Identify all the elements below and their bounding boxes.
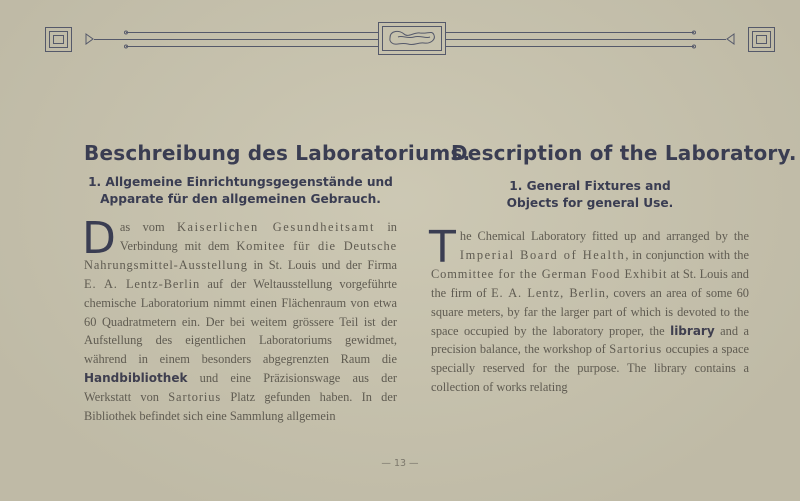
english-text-segment: he Chemical Laboratory fitted up and arranged by the bbox=[459, 229, 749, 243]
english-text-emphasis: E. A. Lentz, Berlin bbox=[491, 285, 606, 300]
german-text-emphasis: Kaiserlichen Gesundheitsamt bbox=[176, 220, 375, 234]
english-text-emphasis: Committee for the German Food Exhibit bbox=[431, 266, 668, 281]
english-column bbox=[429, 140, 797, 397]
german-text-emphasis: Komitee für die Deutsche Nahrungsmittel-Ausstellung bbox=[84, 238, 398, 272]
english-heading: Description of the Laboratory. bbox=[451, 141, 797, 165]
german-body-text bbox=[82, 213, 398, 426]
german-text-emphasis: E. A. Lentz-Berlin bbox=[84, 276, 201, 291]
english-text-segment: and a precision balance, the workshop of bbox=[431, 323, 749, 357]
english-dropcap: T bbox=[429, 222, 456, 273]
english-subheading-line2: Objects for general Use. bbox=[506, 196, 674, 210]
german-text-segment: Platz gefunden haben. In der Bibliothek befindet sich eine Sammlung allgemein bbox=[84, 390, 397, 424]
english-text-segment: , in conjunction with the bbox=[625, 247, 750, 262]
english-text-emphasis: Sartorius bbox=[609, 342, 663, 357]
page-number: — 13 — bbox=[381, 458, 419, 469]
german-text-segment: auf der Weltausstellung vorgeführte chemische Laboratorium nimmt einen Flächenraum von etwa 60 Quadratmetern ein. Der bei weitem grössere Teil ist der Aufstellung des eigentlichen Laboratoriums gewidmet, während in einem besonders abgegrenzten Raum die bbox=[84, 276, 397, 367]
english-text-bold: library bbox=[670, 323, 715, 338]
english-body-text bbox=[429, 222, 750, 397]
german-text-segment: und eine Präzisionswage aus der Werkstatt von bbox=[84, 371, 397, 405]
german-text-emphasis: Sartorius bbox=[168, 390, 222, 405]
english-text-segment: , covers an area of some 60 square meters, by far the larger part of which is devoted to the space occupied by the laboratory proper, the bbox=[431, 285, 749, 338]
german-text-bold: Handbibliothek bbox=[84, 371, 188, 386]
german-text-segment: as vom bbox=[119, 220, 177, 234]
german-text-segment: in Verbindung mit dem bbox=[119, 220, 397, 253]
german-column bbox=[82, 140, 471, 426]
english-text-segment: at St. Louis and the firm of bbox=[431, 266, 749, 300]
german-subheading bbox=[84, 174, 397, 208]
german-subheading-line2: Apparate für den allgemeinen Gebrauch. bbox=[100, 192, 381, 206]
english-text-segment: occupies a space specially reserved for the purpose. The library contains a collection of works relating bbox=[431, 342, 749, 395]
english-text-emphasis: Imperial Board of Health bbox=[459, 247, 626, 262]
english-subheading-line1: 1. General Fixtures and bbox=[509, 179, 671, 193]
header-ornament bbox=[0, 0, 800, 60]
german-text-segment: in St. Louis und der Firma bbox=[247, 257, 397, 272]
german-dropcap: D bbox=[82, 213, 116, 264]
german-subheading-line1: 1. Allgemeine Einrichtungsgegenstände und bbox=[88, 175, 393, 189]
english-subheading bbox=[431, 178, 749, 212]
german-heading: Beschreibung des Laboratoriums. bbox=[84, 141, 471, 165]
